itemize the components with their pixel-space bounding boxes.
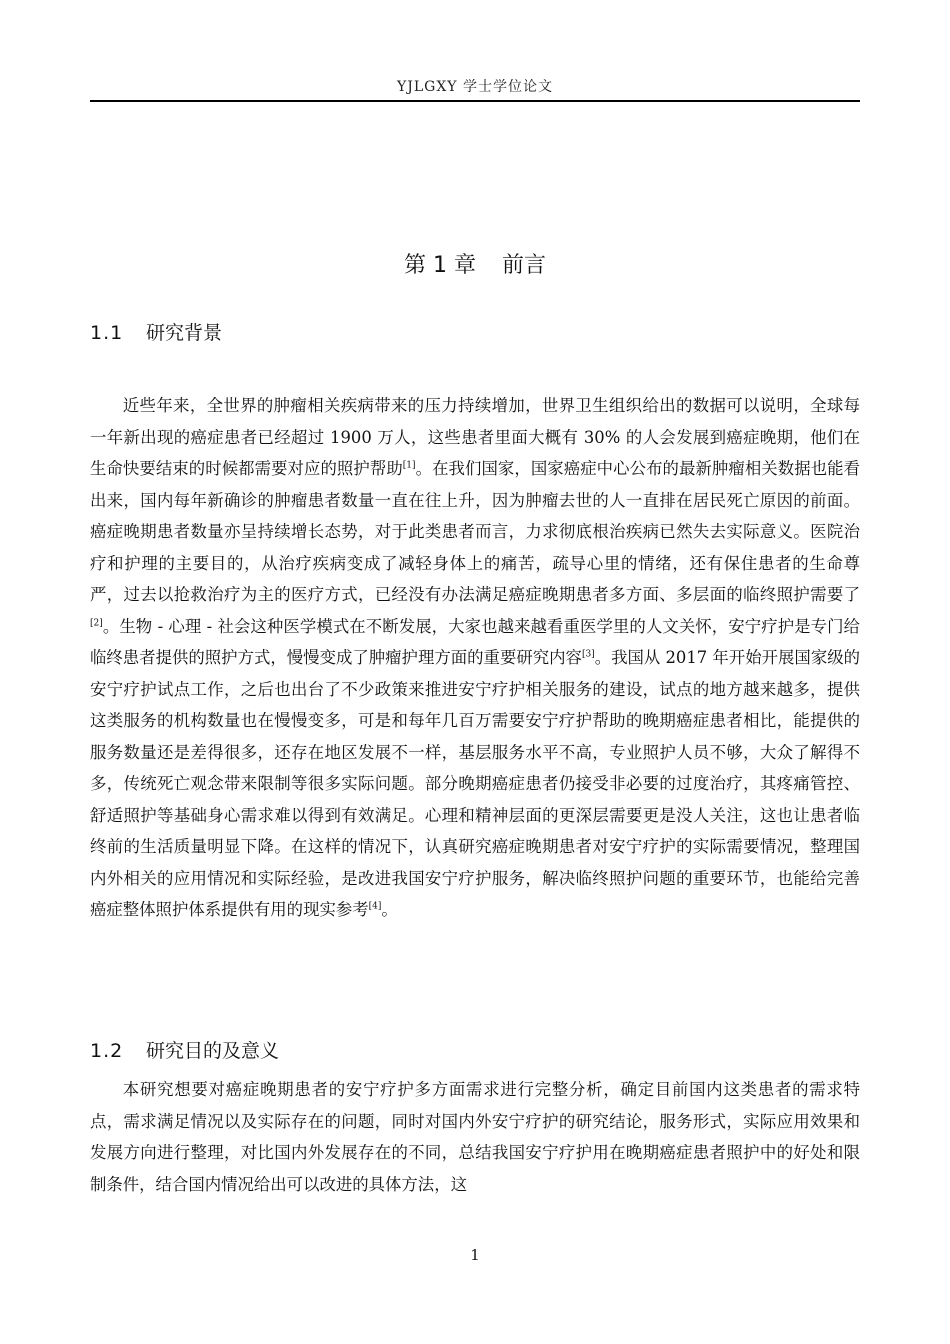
citation-ref: [3] bbox=[581, 649, 595, 660]
running-header: YJLGXY 学士学位论文 bbox=[397, 79, 553, 95]
citation-ref: [2] bbox=[90, 618, 103, 629]
section-title-text: 研究背景 bbox=[146, 322, 223, 344]
paragraph-text: 本研究想要对癌症晚期患者的安宁疗护多方面需求进行完整分析，确定目前国内这类患者的需求特点，需求满足情况以及实际存在的问题，同时对国内外安宁疗护的研究结论，服务形式，实际应用效果和发展方向进行整理，对比国内外发展存在的不同，总结我国安宁疗护用在晚期癌症患者照护中的好处和限制条件，结合国内情况给出可以改进的具体方法，这 bbox=[90, 1080, 860, 1194]
section-number: 1.2 bbox=[90, 1040, 124, 1062]
section-number: 1.1 bbox=[90, 322, 124, 344]
paragraph-research-background bbox=[90, 390, 860, 926]
citation-ref: [1] bbox=[402, 460, 416, 471]
paragraph-text: 。生物 - 心理 - 社会这种医学模式在不断发展，大家也越来越看重医学里的人文关怀，安宁疗护是专门给临终患者提供的照护方式，慢慢变成了肿瘤护理方面的重要研究内容 bbox=[90, 616, 860, 667]
paragraph-text: 。 bbox=[381, 900, 398, 919]
paragraph-research-purpose bbox=[90, 1074, 860, 1200]
chapter-number: 第 1 章 bbox=[404, 253, 476, 278]
section-heading-1-2 bbox=[90, 1036, 279, 1063]
chapter-title bbox=[90, 248, 860, 279]
paragraph-text: 。在我们国家，国家癌症中心公布的最新肿瘤相关数据也能看出来，国内每年新确诊的肿瘤患者数量一直在往上升，因为肿瘤去世的人一直排在居民死亡原因的前面。癌症晚期患者数量亦呈持续增长态势，对于此类患者而言，力求彻底根治疾病已然失去实际意义。医院治疗和护理的主要目的，从治疗疾病变成了减轻身体上的痛苦，疏导心里的情绪，还有保住患者的生命尊严，过去以抢救治疗为主的医疗方式，已经没有办法满足癌症晚期患者多方面、多层面的临终照护需要了 bbox=[90, 459, 861, 604]
header-rule bbox=[90, 100, 860, 102]
paragraph-text: 。我国从 2017 年开始开展国家级的安宁疗护试点工作，之后也出台了不少政策来推进安宁疗护相关服务的建设，试点的地方越来越多，提供这类服务的机构数量也在慢慢变多，可是和每年几百万需要安宁疗护帮助的晚期癌症患者相比，能提供的服务数量还是差得很多，还存在地区发展不一样，基层服务水平不高，专业照护人员不够，大众了解得不多，传统死亡观念带来限制等很多实际问题。部分晚期癌症患者仍接受非必要的过度治疗，其疼痛管控、舒适照护等基础身心需求难以得到有效满足。心理和精神层面的更深层需要更是没人关注，这也让患者临终前的生活质量明显下降。在这样的情况下，认真研究癌症晚期患者对安宁疗护的实际需要情况，整理国内外相关的应用情况和实际经验，是改进我国安宁疗护服务，解决临终照护问题的重要环节，也能给完善癌症整体照护体系提供有用的现实参考 bbox=[90, 648, 861, 919]
section-title-text: 研究目的及意义 bbox=[146, 1040, 280, 1062]
paragraph-text: 近些年来，全世界的肿瘤相关疾病带来的压力持续增加，世界卫生组织给出的数据可以说明，全球每一年新出现的癌症患者已经超过 1900 万人，这些患者里面大概有 30% 的人会发展到癌症晚期，他们在生命快要结束的时候都需要对应的照护帮助 bbox=[90, 396, 860, 478]
page-number: 1 bbox=[470, 1246, 480, 1264]
citation-ref: [4] bbox=[368, 901, 382, 912]
chapter-name: 前言 bbox=[501, 253, 546, 278]
section-heading-1-1 bbox=[90, 318, 222, 345]
